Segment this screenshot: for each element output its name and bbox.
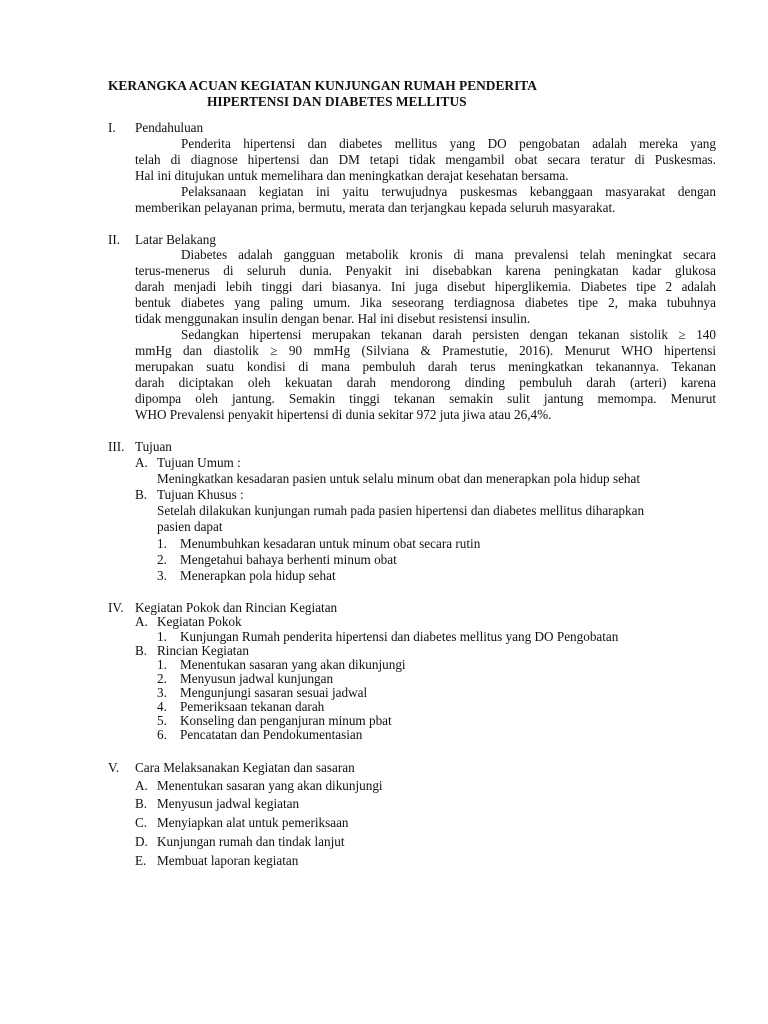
list-item-letter: E. (135, 853, 147, 868)
section-5-heading: Cara Melaksanakan Kegiatan dan sasaran (135, 760, 355, 775)
list-item: Kunjungan Rumah penderita hipertensi dan diabetes mellitus yang DO Pengobatan (180, 629, 619, 644)
section-2-paragraph-line: Diabetes adalah gangguan metabolik kronis di mana prevalensi telah meningkat secara (181, 247, 716, 262)
section-4-heading: Kegiatan Pokok dan Rincian Kegiatan (135, 600, 338, 615)
section-2-paragraph-line: Sedangkan hipertensi merupakan tekanan darah persisten dengan tekanan sistolik ≥ 140 (181, 327, 716, 342)
subsection-title: Rincian Kegiatan (157, 643, 249, 658)
document-title-line-1: KERANGKA ACUAN KEGIATAN KUNJUNGAN RUMAH PENDERITA (108, 78, 537, 93)
subsection-text: pasien dapat (157, 519, 223, 534)
list-item: Menyiapkan alat untuk pemeriksaan (157, 815, 349, 830)
subsection-label: B. (135, 487, 148, 502)
list-item-letter: C. (135, 815, 148, 830)
section-3-heading: Tujuan (135, 439, 172, 454)
section-1-paragraph-line: memberikan pelayanan prima, bermutu, merata dan terjangkau kepada seluruh masyarakat. (135, 200, 616, 215)
section-2-paragraph-line: tidak menggunakan insulin dengan benar. Hal ini disebut resistensi insulin. (135, 311, 531, 326)
list-item-letter: D. (135, 834, 148, 849)
list-item-letter: A. (135, 778, 148, 793)
section-2-paragraph-line: terus-menerus di seluruh dunia. Penyakit ini disebabkan karena peningkatan kadar glukosa (135, 263, 716, 278)
section-2-paragraph-line: dipompa oleh jantung. Semakin tinggi tekanan semakin sulit jantung memompa. Menurut (135, 391, 716, 406)
list-item: Menyusun jadwal kunjungan (180, 671, 334, 686)
list-item-letter: B. (135, 796, 148, 811)
section-2-paragraph-line: darah menjadi lebih tinggi dari biasanya. Ini juga disebut hiperglikemia. Diabetes tipe 2 adalah (135, 279, 716, 294)
subsection-label: A. (135, 614, 148, 629)
list-item: Menyusun jadwal kegiatan (157, 796, 300, 811)
list-item: Mengunjungi sasaran sesuai jadwal (180, 685, 368, 700)
section-3-number: III. (108, 439, 125, 454)
list-item-number: 1. (157, 629, 167, 644)
section-2-paragraph-line: darah diciptakan oleh kekuatan darah mendorong dinding pembuluh darah (arteri) karena (135, 375, 716, 390)
document-title-line-2: HIPERTENSI DAN DIABETES MELLITUS (207, 94, 467, 109)
list-item-number: 2. (157, 552, 167, 567)
subsection-title: Tujuan Umum : (157, 455, 241, 470)
list-item: Menentukan sasaran yang akan dikunjungi (157, 778, 383, 793)
subsection-label: B. (135, 643, 148, 658)
list-item-number: 5. (157, 713, 167, 728)
section-1-number: I. (108, 120, 116, 135)
section-5-number: V. (108, 760, 120, 775)
section-2-paragraph-line: mmHg dan diastolik ≥ 90 mmHg (Silviana & Pramestutie, 2016). Menurut WHO hipertensi (135, 343, 716, 358)
section-1-heading: Pendahuluan (135, 120, 204, 135)
section-2-paragraph-line: merupakan suatu kondisi di mana pembuluh darah terus meningkatkan tekanannya. Tekanan (135, 359, 716, 374)
section-1-paragraph-line: Penderita hipertensi dan diabetes mellitus yang DO pengobatan adalah mereka yang (181, 136, 716, 151)
subsection-text: Meningkatkan kesadaran pasien untuk selalu minum obat dan menerapkan pola hidup sehat (157, 471, 641, 486)
subsection-text: Setelah dilakukan kunjungan rumah pada pasien hipertensi dan diabetes mellitus diharapkan (157, 503, 645, 518)
list-item: Kunjungan rumah dan tindak lanjut (157, 834, 345, 849)
list-item-number: 4. (157, 699, 167, 714)
list-item-number: 3. (157, 685, 167, 700)
subsection-label: A. (135, 455, 148, 470)
list-item: Menerapkan pola hidup sehat (180, 568, 336, 583)
list-item-number: 3. (157, 568, 167, 583)
section-2-number: II. (108, 232, 121, 247)
section-1-paragraph-line: telah di diagnose hipertensi dan DM tetapi tidak mengambil obat secara teratur di Puskesmas. (135, 152, 716, 167)
list-item: Menentukan sasaran yang akan dikunjungi (180, 657, 406, 672)
list-item-number: 1. (157, 657, 167, 672)
list-item: Konseling dan penganjuran minum pbat (180, 713, 392, 728)
list-item-number: 1. (157, 536, 167, 551)
list-item: Pemeriksaan tekanan darah (180, 699, 325, 714)
section-4-number: IV. (108, 600, 124, 615)
list-item: Mengetahui bahaya berhenti minum obat (180, 552, 397, 567)
list-item-number: 6. (157, 727, 167, 742)
section-2-paragraph-line: WHO Prevalensi penyakit hipertensi di dunia sekitar 972 juta jiwa atau 26,4%. (135, 407, 552, 422)
subsection-title: Kegiatan Pokok (157, 614, 242, 629)
section-1-paragraph-line: Pelaksanaan kegiatan ini yaitu terwujudnya puskesmas kebanggaan masyarakat dengan (181, 184, 716, 199)
list-item: Menumbuhkan kesadaran untuk minum obat secara rutin (180, 536, 481, 551)
section-2-heading: Latar Belakang (135, 232, 216, 247)
subsection-title: Tujuan Khusus : (157, 487, 244, 502)
section-2-paragraph-line: bentuk diabetes yang paling umum. Jika seseorang terdiagnosa diabetes tipe 2, maka tubuhnya (135, 295, 716, 310)
list-item-number: 2. (157, 671, 167, 686)
list-item: Membuat laporan kegiatan (157, 853, 299, 868)
section-1-paragraph-line: Hal ini ditujukan untuk memelihara dan meningkatkan derajat kesehatan bersama. (135, 168, 569, 183)
list-item: Pencatatan dan Pendokumentasian (180, 727, 363, 742)
